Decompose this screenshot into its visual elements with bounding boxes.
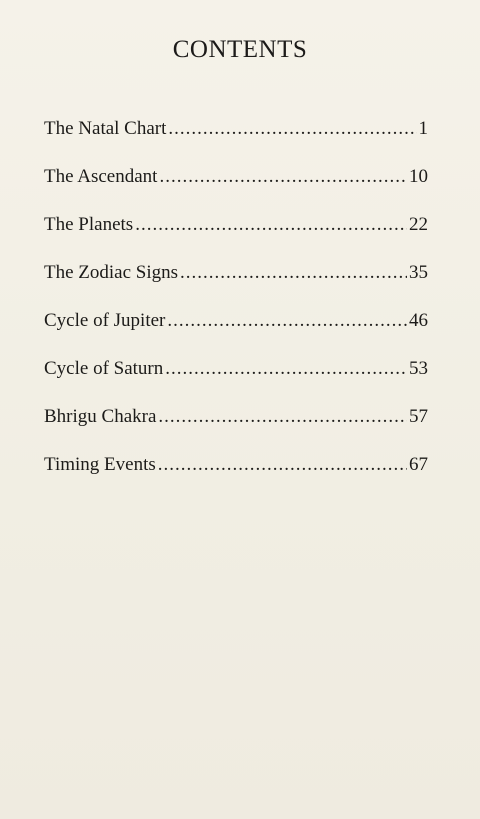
page-title: CONTENTS <box>172 36 308 63</box>
toc-entry-title: Timing Events <box>44 454 156 475</box>
dot-leader <box>167 310 407 332</box>
dot-leader <box>158 406 407 428</box>
toc-entry-page: 57 <box>409 406 428 427</box>
toc-entry <box>44 118 428 166</box>
toc-entry <box>44 166 428 214</box>
toc-entry <box>44 406 428 454</box>
toc-entry-title: Bhrigu Chakra <box>44 406 157 427</box>
dot-leader <box>135 214 407 236</box>
dot-leader <box>180 262 407 284</box>
toc-entry <box>44 358 428 406</box>
toc-entry-page: 67 <box>409 454 428 475</box>
toc-entry-title: Cycle of Saturn <box>44 358 164 379</box>
toc-entry <box>44 262 428 310</box>
toc-entry-page: 53 <box>409 358 428 379</box>
toc-entry-page: 10 <box>409 166 428 187</box>
toc-entry-title: The Ascendant <box>44 166 158 187</box>
dot-leader <box>158 454 407 476</box>
toc-entry-title: The Zodiac Signs <box>44 262 179 283</box>
toc-entry-page: 46 <box>409 310 428 331</box>
toc-entry-title: The Planets <box>44 214 134 235</box>
toc-entry <box>44 214 428 262</box>
table-of-contents <box>44 118 428 502</box>
toc-entry-page: 1 <box>418 118 428 139</box>
toc-entry-title: Cycle of Jupiter <box>44 310 166 331</box>
dot-leader <box>159 166 407 188</box>
toc-entry <box>44 310 428 358</box>
dot-leader <box>168 118 416 140</box>
toc-entry-page: 22 <box>409 214 428 235</box>
dot-leader <box>165 358 407 380</box>
toc-entry-page: 35 <box>409 262 428 283</box>
toc-entry-title: The Natal Chart <box>44 118 167 139</box>
toc-entry <box>44 454 428 502</box>
